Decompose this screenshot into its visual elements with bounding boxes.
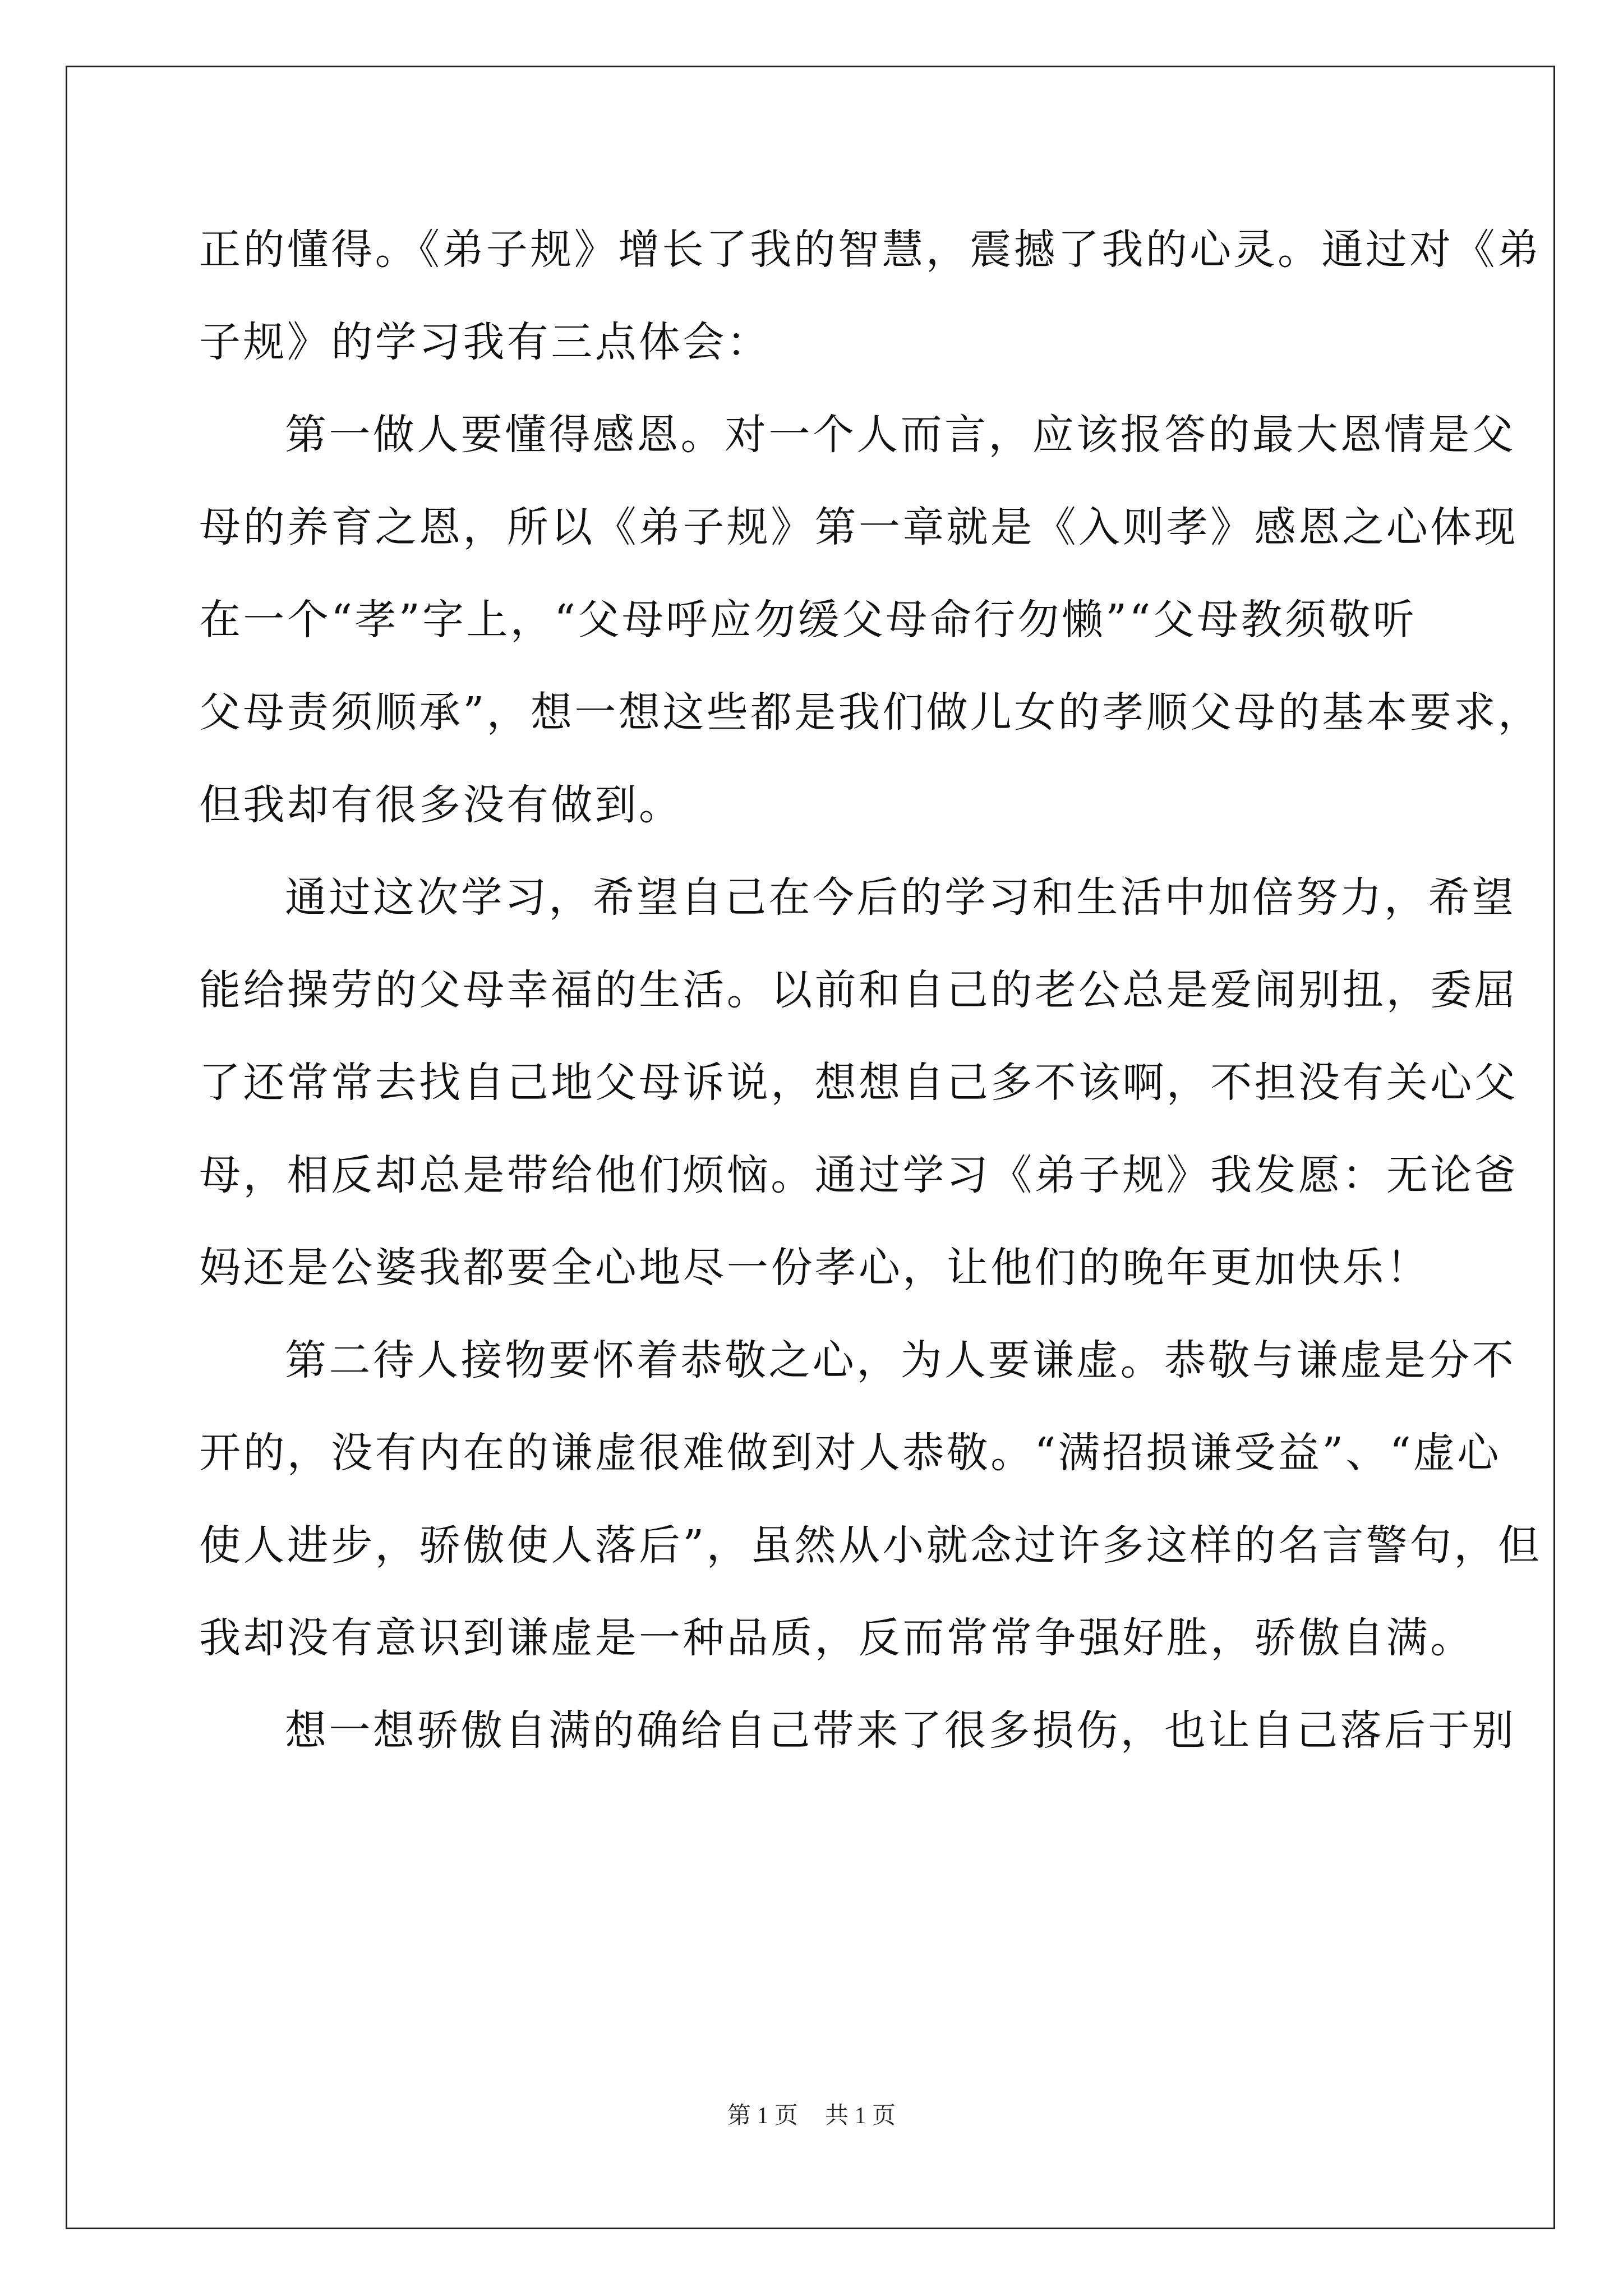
text-line: 在一个“孝”字上，“父母呼应勿缓父母命行勿懒”“父母教须敬听 (199, 596, 1417, 644)
document-body (199, 216, 1542, 1789)
text-line: 母的养育之恩，所以《弟子规》第一章就是《入则孝》感恩之心体现 (199, 503, 1518, 551)
page-total: 共 1 页 (825, 2103, 896, 2129)
text-line: 开的，没有内在的谦虚很难做到对人恭敬。“满招损谦受益”、“虚心 (199, 1429, 1501, 1477)
text-line: 子规》的学习我有三点体会： (199, 318, 771, 366)
text-line: 但我却有很多没有做到。 (199, 781, 683, 829)
text-line: 母，相反却总是带给他们烦恼。通过学习《弟子规》我发愿：无论爸 (199, 1151, 1518, 1199)
paragraph-start: 通过这次学习，希望自己在今后的学习和生活中加倍努力，希望 (285, 873, 1516, 922)
paragraph-start: 想一想骄傲自满的确给自己带来了很多损伤，也让自己落后于别 (285, 1706, 1516, 1755)
paragraph-start: 第二待人接物要怀着恭敬之心，为人要谦虚。恭敬与谦虚是分不 (285, 1336, 1516, 1384)
text-line: 妈还是公婆我都要全心地尽一份孝心，让他们的晚年更加快乐！ (199, 1244, 1431, 1292)
text-line: 了还常常去找自己地父母诉说，想想自己多不该啊，不担没有关心父 (199, 1059, 1518, 1107)
text-line: 我却没有意识到谦虚是一种品质，反而常常争强好胜，骄傲自满。 (199, 1614, 1474, 1662)
page-footer (0, 2097, 1623, 2131)
page-number: 第 1 页 (727, 2103, 798, 2129)
paragraph-start: 第一做人要懂得感恩。对一个人而言，应该报答的最大恩情是父 (285, 411, 1516, 459)
text-line: 使人进步，骄傲使人落后”，虽然从小就念过许多这样的名言警句，但 (199, 1521, 1542, 1570)
text-line: 正的懂得。《弟子规》增长了我的智慧，震撼了我的心灵。通过对《弟 (199, 226, 1542, 274)
text-line: 能给操劳的父母幸福的生活。以前和自己的老公总是爱闹别扭，委屈 (199, 966, 1518, 1014)
text-line: 父母责须顺承”，想一想这些都是我们做儿女的孝顺父母的基本要求， (199, 688, 1542, 737)
